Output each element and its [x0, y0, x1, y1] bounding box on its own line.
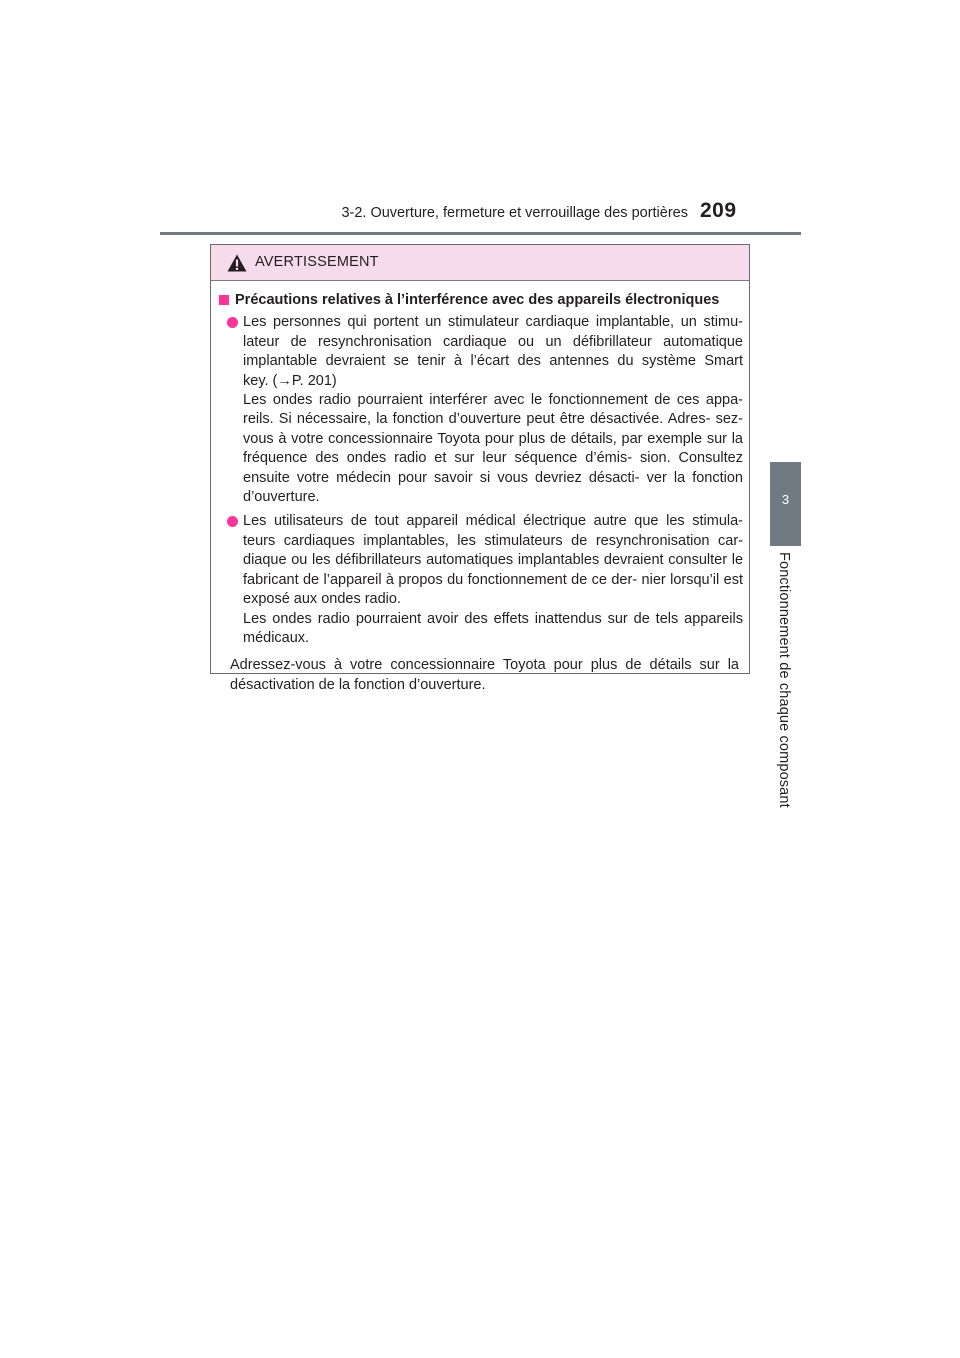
warning-box	[210, 244, 750, 693]
list-item	[219, 512, 743, 648]
warning-header	[211, 245, 749, 281]
warning-title: AVERTISSEMENT	[255, 254, 379, 270]
chapter-tab	[770, 462, 801, 546]
list-item	[219, 313, 743, 507]
bullet-paragraph: Les ondes radio pourraient interférer avec le fonctionnement de ces appa- reils. Si nécessaire, la fonction d’ouverture peut être désactivée. Adres- sez-vous à votre concessionnaire Toyota pour plus de détails, par exemple sur la fréquence des ondes radio et sur leur séquence d’émis- sion. Consultez ensuite votre médecin pour savoir si vous devriez désacti- ver la fonction d’ouverture.	[243, 392, 743, 506]
warning-body	[211, 281, 749, 695]
chapter-title: Fonctionnement de chaque composant	[776, 552, 792, 808]
square-bullet-icon	[219, 295, 229, 305]
running-header: 3-2. Ouverture, fermeture et verrouillage des portières	[341, 205, 688, 221]
header-rule	[160, 232, 801, 235]
warning-triangle-icon	[227, 254, 247, 272]
bullet-paragraph: Les ondes radio pourraient avoir des effets inattendus sur de tels appareils médicaux.	[243, 610, 743, 646]
page-reference: key. (→P. 201)	[243, 372, 337, 389]
chapter-number: 3	[781, 492, 790, 507]
bullet-paragraph: Les personnes qui portent un stimulateur cardiaque implantable, un stimu- lateur de resynchronisation cardiaque ou un défibrillateur automatique implantable devraient se tenir à l’écart des antennes du système Smart	[243, 314, 743, 370]
bullet-paragraph: Les utilisateurs de tout appareil médical électrique autre que les stimula- teurs cardiaques implantables, les stimulateurs de resynchronisation car- diaque ou les défibrillateurs automatiques implantables devraient consulter le fabricant de l’appareil à propos du fonctionnement de ce der- nier lorsqu’il est exposé aux ondes radio.	[243, 513, 744, 608]
round-bullet-icon	[227, 317, 238, 328]
page-number: 209	[700, 199, 737, 222]
closing-note: Adressez-vous à votre concessionnaire Toyota pour plus de détails sur la désactivation de la fonction d’ouverture.	[230, 657, 739, 693]
round-bullet-icon	[227, 516, 238, 527]
section-heading-text: Précautions relatives à l’interférence avec des appareils électroniques	[235, 292, 720, 308]
section-heading	[219, 291, 743, 310]
